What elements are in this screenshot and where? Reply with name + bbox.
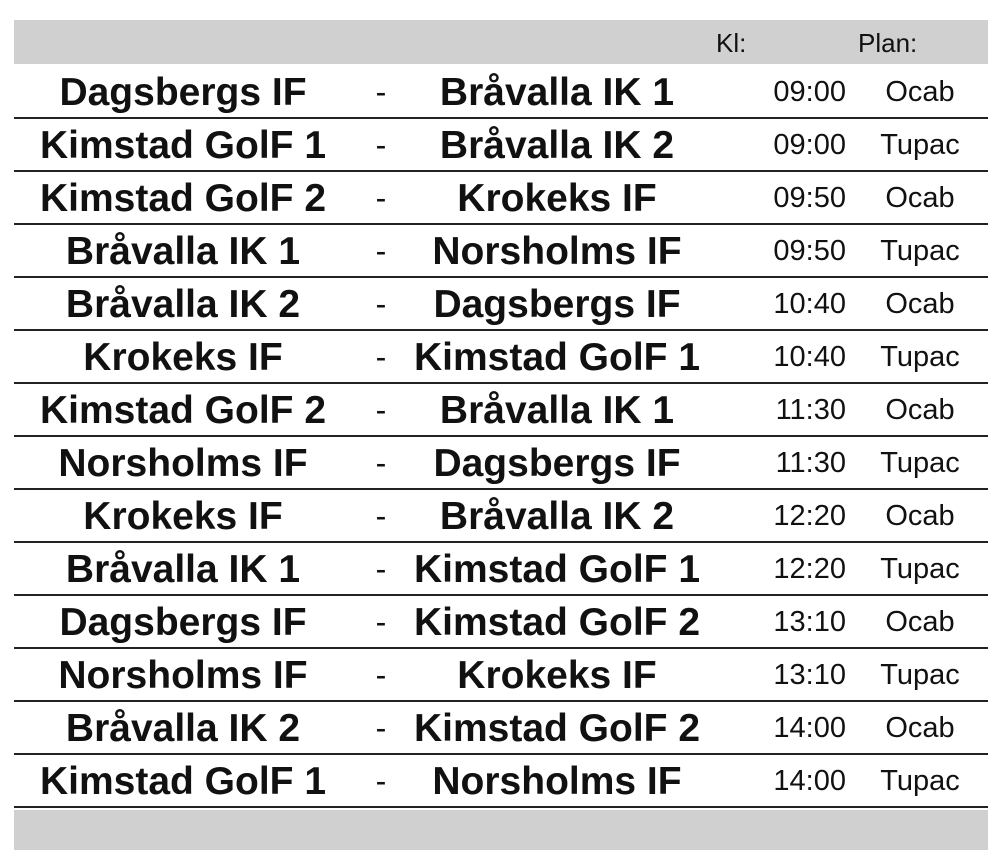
home-team: Dagsbergs IF [59, 601, 307, 644]
match-field: Ocab [885, 288, 955, 320]
table-row [14, 437, 988, 490]
match-time: 13:10 [773, 606, 846, 638]
versus-separator: - [375, 763, 387, 799]
match-field: Tupac [880, 553, 960, 585]
home-team: Norsholms IF [58, 654, 308, 697]
match-time: 14:00 [773, 765, 846, 797]
versus-separator: - [375, 498, 387, 534]
table-row [14, 119, 988, 172]
match-field: Tupac [880, 235, 960, 267]
table-row [14, 331, 988, 384]
home-team: Kimstad GolF 2 [39, 389, 327, 432]
match-time: 13:10 [773, 659, 846, 691]
home-team: Bråvalla IK 1 [65, 230, 301, 273]
match-field: Ocab [885, 394, 955, 426]
table-row [14, 596, 988, 649]
versus-separator: - [375, 604, 387, 640]
away-team: Bråvalla IK 1 [439, 71, 675, 114]
match-time: 10:40 [773, 341, 846, 373]
match-time: 09:50 [773, 182, 846, 214]
home-team: Krokeks IF [83, 336, 283, 379]
match-field: Ocab [885, 182, 955, 214]
match-rows [14, 66, 988, 808]
home-team: Norsholms IF [58, 442, 308, 485]
match-field: Tupac [880, 341, 960, 373]
match-time: 10:40 [773, 288, 846, 320]
home-team: Kimstad GolF 1 [39, 760, 327, 803]
match-time: 12:20 [773, 500, 846, 532]
table-row [14, 702, 988, 755]
field-column-header: Plan: [858, 28, 918, 58]
table-row [14, 755, 988, 808]
match-time: 11:30 [775, 394, 846, 426]
away-team: Bråvalla IK 1 [439, 389, 675, 432]
versus-separator: - [375, 74, 387, 110]
match-field: Ocab [885, 606, 955, 638]
match-field: Ocab [885, 712, 955, 744]
table-row [14, 490, 988, 543]
match-time: 12:20 [773, 553, 846, 585]
away-team: Kimstad GolF 2 [413, 707, 701, 750]
away-team: Bråvalla IK 2 [439, 495, 675, 538]
match-field: Tupac [880, 659, 960, 691]
away-team: Dagsbergs IF [433, 442, 681, 485]
table-row [14, 66, 988, 119]
versus-separator: - [375, 233, 387, 269]
versus-separator: - [375, 551, 387, 587]
home-team: Krokeks IF [83, 495, 283, 538]
match-field: Ocab [885, 500, 955, 532]
home-team: Bråvalla IK 2 [65, 283, 301, 326]
away-team: Dagsbergs IF [433, 283, 681, 326]
table-row [14, 649, 988, 702]
away-team: Kimstad GolF 1 [413, 336, 701, 379]
match-field: Tupac [880, 447, 960, 479]
match-field: Ocab [885, 76, 955, 108]
versus-separator: - [375, 392, 387, 428]
versus-separator: - [375, 657, 387, 693]
versus-separator: - [375, 127, 387, 163]
table-row [14, 172, 988, 225]
match-time: 11:30 [775, 447, 846, 479]
home-team: Bråvalla IK 1 [65, 548, 301, 591]
table-row [14, 225, 988, 278]
match-schedule-table [14, 20, 988, 850]
away-team: Bråvalla IK 2 [439, 124, 675, 167]
home-team: Bråvalla IK 2 [65, 707, 301, 750]
home-team: Kimstad GolF 2 [39, 177, 327, 220]
away-team: Kimstad GolF 1 [413, 548, 701, 591]
match-field: Tupac [880, 129, 960, 161]
versus-separator: - [375, 710, 387, 746]
table-row [14, 278, 988, 331]
match-time: 09:00 [773, 76, 846, 108]
table-header [14, 20, 988, 66]
match-field: Tupac [880, 765, 960, 797]
away-team: Norsholms IF [432, 760, 682, 803]
table-row [14, 543, 988, 596]
match-time: 09:00 [773, 129, 846, 161]
table-footer [14, 810, 988, 850]
away-team: Krokeks IF [457, 177, 657, 220]
match-time: 14:00 [773, 712, 846, 744]
versus-separator: - [375, 339, 387, 375]
versus-separator: - [375, 445, 387, 481]
away-team: Kimstad GolF 2 [413, 601, 701, 644]
home-team: Dagsbergs IF [59, 71, 307, 114]
home-team: Kimstad GolF 1 [39, 124, 327, 167]
time-column-header: Kl: [716, 28, 747, 58]
away-team: Krokeks IF [457, 654, 657, 697]
table-row [14, 384, 988, 437]
versus-separator: - [375, 286, 387, 322]
versus-separator: - [375, 180, 387, 216]
away-team: Norsholms IF [432, 230, 682, 273]
match-time: 09:50 [773, 235, 846, 267]
